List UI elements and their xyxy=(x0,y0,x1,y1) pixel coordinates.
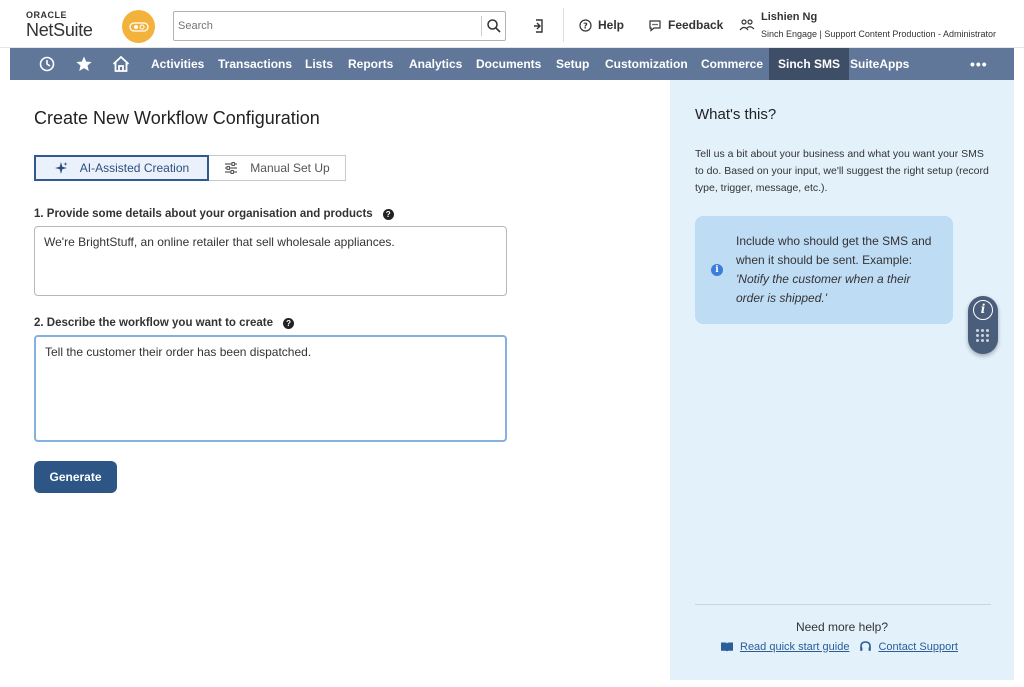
role-icon[interactable] xyxy=(739,17,755,33)
history-icon[interactable] xyxy=(38,55,56,73)
feedback-button[interactable] xyxy=(648,18,723,32)
header-separator xyxy=(563,8,564,42)
company-logo-icon[interactable] xyxy=(122,10,155,43)
info-card-text xyxy=(736,232,936,308)
organisation-details-field[interactable] xyxy=(34,226,507,296)
home-icon[interactable] xyxy=(112,55,130,73)
help-button[interactable] xyxy=(579,18,624,32)
nav-reports[interactable]: Reports xyxy=(348,57,394,71)
recent-records-icon[interactable] xyxy=(529,17,547,35)
ai-assisted-creation-label: AI-Assisted Creation xyxy=(79,161,190,175)
question-icon[interactable]: ? xyxy=(283,318,294,329)
grip-dots-icon[interactable] xyxy=(976,329,990,342)
side-panel-title: What's this? xyxy=(695,106,777,123)
help-links xyxy=(720,640,958,653)
top-header xyxy=(0,0,1024,48)
book-icon xyxy=(720,641,734,653)
contact-support-link[interactable]: Contact Support xyxy=(878,640,958,653)
main-nav xyxy=(10,48,1014,80)
feedback-label: Feedback xyxy=(668,18,724,32)
nav-transactions[interactable]: Transactions xyxy=(218,57,293,71)
headset-icon xyxy=(859,640,872,653)
user-name[interactable]: Lishien Ng xyxy=(761,11,818,23)
global-search xyxy=(173,11,506,41)
search-divider xyxy=(481,16,482,36)
nav-sinch-sms[interactable]: Sinch SMS xyxy=(769,48,849,80)
generate-button[interactable]: Generate xyxy=(34,461,117,493)
netsuite-logo[interactable] xyxy=(26,11,98,40)
question-icon[interactable]: ? xyxy=(383,209,394,220)
sliders-icon xyxy=(224,162,238,174)
nav-lists[interactable]: Lists xyxy=(305,57,334,71)
side-panel-description: Tell us a bit about your business and what you want your SMS to do. Based on your input, we'll suggest the right setup (record type, trigger, message, etc.). xyxy=(695,148,989,194)
side-panel-divider xyxy=(695,604,991,605)
nav-setup[interactable]: Setup xyxy=(556,57,590,71)
workflow-description-label-text: 2. Describe the workflow you want to create xyxy=(34,317,274,329)
info-icon: i xyxy=(711,264,723,276)
ai-assisted-creation-tab[interactable] xyxy=(34,155,209,181)
quick-start-guide-link[interactable]: Read quick start guide xyxy=(740,640,850,653)
help-icon xyxy=(579,19,592,32)
page-title: Create New Workflow Configuration xyxy=(34,108,320,128)
logo-netsuite-text: NetSuite xyxy=(26,20,93,40)
help-side-panel xyxy=(670,80,1014,680)
star-icon[interactable] xyxy=(75,55,93,73)
nav-analytics[interactable]: Analytics xyxy=(409,57,463,71)
floating-help-widget[interactable] xyxy=(968,296,998,354)
search-icon[interactable] xyxy=(486,18,502,34)
creation-mode-toggle xyxy=(34,155,346,181)
nav-suiteapps[interactable]: SuiteApps xyxy=(850,57,910,71)
sparkle-icon xyxy=(54,161,68,175)
info-card-instruction: Include who should get the SMS and when it should be sent. Example: xyxy=(736,234,932,267)
workflow-description-label xyxy=(34,317,294,329)
main-content xyxy=(10,80,670,680)
nav-documents[interactable]: Documents xyxy=(476,57,542,71)
organisation-details-label xyxy=(34,208,394,220)
help-label: Help xyxy=(598,18,625,32)
feedback-icon xyxy=(648,19,662,32)
info-card xyxy=(695,216,953,324)
manual-setup-label: Manual Set Up xyxy=(250,161,330,175)
organisation-details-label-text: 1. Provide some details about your organisation and products xyxy=(34,208,373,220)
info-card-example: 'Notify the customer when a their order is shipped.' xyxy=(736,272,911,305)
nav-more-button[interactable]: ••• xyxy=(970,56,988,72)
manual-setup-tab[interactable] xyxy=(209,155,346,181)
info-icon[interactable]: i xyxy=(973,300,993,320)
svg-text:?: ? xyxy=(583,21,588,30)
user-role[interactable]: Sinch Engage | Support Content Production - Administrator xyxy=(761,29,996,39)
nav-customization[interactable]: Customization xyxy=(605,57,688,71)
workflow-description-field[interactable] xyxy=(34,335,507,442)
logo-oracle-text: ORACLE xyxy=(26,10,67,20)
search-input[interactable] xyxy=(174,12,479,40)
nav-activities[interactable]: Activities xyxy=(151,57,205,71)
nav-commerce[interactable]: Commerce xyxy=(701,57,764,71)
need-help-text: Need more help? xyxy=(795,620,889,634)
